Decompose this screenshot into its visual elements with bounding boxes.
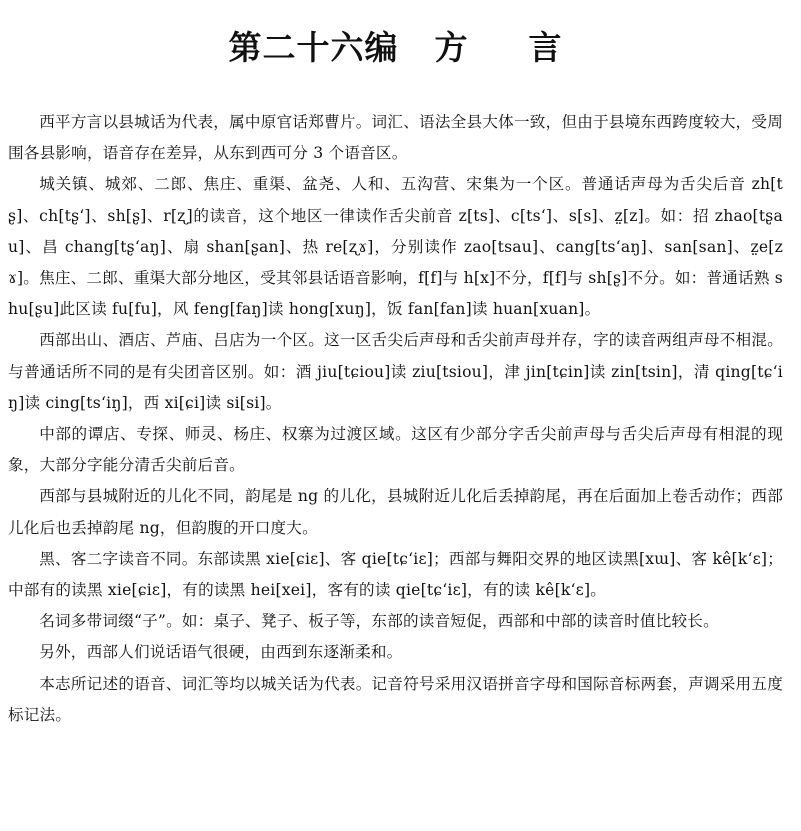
title-part-volume: 第二十六编 xyxy=(228,28,399,67)
paragraph-western-region: 西部出山、酒店、芦庙、吕店为一个区。这一区舌尖后声母和舌尖前声母并存，字的读音两组声母不相混。与普通话所不同的是有尖团音区别。如：酒 jiu[tɕiou]读 ziu[tsiou]，津 jin[tɕin]读 zin[tsin]，清 qing[tɕ‘iŋ]读 cing[ts‘iŋ]，西 xi[ɕi]读 si[si]。 xyxy=(8,331,783,412)
paragraph-overview: 西平方言以县城话为代表，属中原官话郑曹片。词汇、语法全县大体一致，但由于县境东西跨度较大，受周围各县影响，语音存在差异，从东到西可分 3 个语音区。 xyxy=(8,113,783,163)
paragraph-tone: 另外，西部人们说话语气很硬，由西到东逐渐柔和。 xyxy=(39,643,403,662)
paragraph-notation: 本志所记述的语音、词汇等均以城关话为代表。记音符号采用汉语拼音字母和国际音标两套，声调采用五度标记法。 xyxy=(8,674,783,724)
paragraph-hei-ke: 黑、客二字读音不同。东部读黑 xie[ɕiɛ]、客 qie[tɕ‘iɛ]；西部与舞阳交界的地区读黑[xɯ]、客 kê[k‘ɛ]；中部有的读黑 xie[ɕiɛ]，有的读黑 hei[xei]，客有的读 qie[tɕ‘iɛ]，有的读 kê[k‘ɛ]。 xyxy=(8,549,783,600)
title-part-yan: 言 xyxy=(528,28,563,67)
paragraph-central-region: 中部的谭店、专探、师灵、杨庄、权寨为过渡区域。这区有少部分字舌尖前声母与舌尖后声母有相混的现象，大部分字能分清舌尖前后音。 xyxy=(8,425,783,475)
paragraph-zi-suffix: 名词多带词缀“子”。如：桌子、凳子、板子等，东部的读音短促，西部和中部的读音时值比较长。 xyxy=(39,612,719,631)
title-part-fang: 方 xyxy=(434,28,469,67)
paragraph-erhua: 西部与县城附近的儿化不同，韵尾是 ng 的儿化，县城附近儿化后丢掉韵尾，再在后面加上卷舌动作；西部儿化后也丢掉韵尾 ng，但韵腹的开口度大。 xyxy=(8,487,783,537)
paragraph-eastern-region: 城关镇、城郊、二郎、焦庄、重渠、盆尧、人和、五沟营、宋集为一个区。普通话声母为舌尖后音 zh[tʂ]、ch[tʂ‘]、sh[ʂ]、r[ʐ]的读音，这个地区一律读作舌尖前音 z[ts]、c[ts‘]、s[s]、z̤[z]。如：招 zhao[tʂau]、昌 chang[tʂ‘aŋ]、扇 shan[ʂan]、热 re[ʐɤ]，分别读作 zao[tsau]、cang[ts‘aŋ]、san[san]、z̤e[zɤ]。焦庄、二郎、重渠大部分地区，受其邻县话语音影响，f[f]与 h[x]不分，f[f]与 sh[ʂ]不分。如：普通话熟 shu[ʂu]此区读 fu[fu]，风 feng[faŋ]读 hong[xuŋ]，饭 fan[fan]读 huan[xuan]。 xyxy=(8,175,783,319)
page-title xyxy=(8,22,783,69)
